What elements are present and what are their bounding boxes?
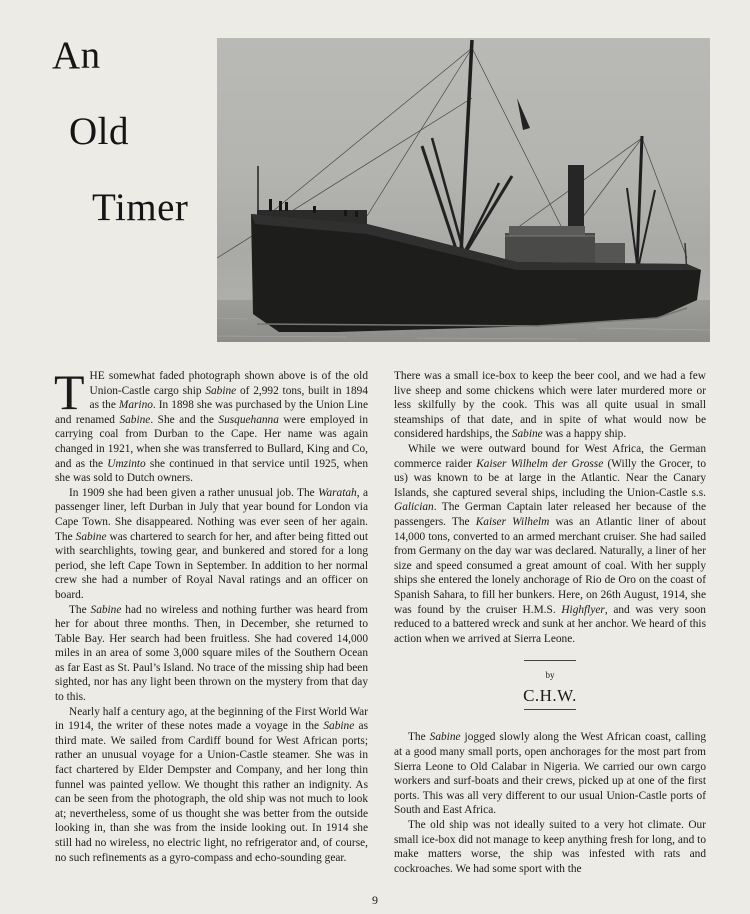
divider: [524, 709, 576, 710]
divider: [524, 660, 576, 661]
title-line-old: Old: [69, 110, 129, 153]
byline: [394, 660, 706, 710]
drop-cap: T: [54, 364, 85, 420]
paragraph: In 1909 she had been given a rather unusual job. The Waratah, a passenger liner, left Durban in July that year bound for London via Cape Town. She disappeared. Nothing was ever seen of her again. The Sabine was chartered to search for her, and after being fitted out with searchlights, towing gear, and bunkered and stored for a long period, she left Cape Town in September. In addition to her normal crew she had a number of Royal Naval ratings and an officer on board.: [55, 486, 368, 601]
page-number: 9: [372, 893, 378, 907]
paragraph: The Sabine jogged slowly along the West African coast, calling at a good many small ports, open anchorages for the most part from Sierra Leone to Old Calabar in Nigeria. We carried our own cargo workers and surf-boats and their crews, picked up at one of the first ports. This was all very different to our usual Union-Castle ports of South and East Africa.: [394, 731, 706, 817]
paragraph: Nearly half a century ago, at the beginning of the First World War in 1914, the writer of these notes made a voyage in the Sabine as third mate. We sailed from Cardiff bound for West African ports; rather an unusual voyage for a Union-Castle steamer. She was in fact chartered by Elder Dempster and Company, and her long thin funnel was painted yellow. We thought this rather an indignity. As can be seen from the photograph, the old ship was not much to look at; nevertheless, some of us thought she was better from the outside looking in, than she was from the inside looking out. In 1914 she still had no wireless, no electric light, no refrigerator and, of course, no such refinements as a gyro-compass and echo-sounding gear.: [55, 705, 368, 864]
ship-photo-icon: [217, 38, 710, 342]
paragraph: The old ship was not ideally suited to a very hot climate. Our small ice-box did not manage to keep anything fresh for long, and to make matters worse, the ship was infested with rats and cockroaches. We had some sport with the: [394, 819, 706, 875]
ship-photograph: [217, 38, 710, 342]
title-line-timer: Timer: [92, 186, 189, 229]
paragraph: There was a small ice-box to keep the beer cool, and we had a few live sheep and some chickens which were later murdered more or less skilfully by the cook. This was all quite usual in small steamships of that date, and in spite of what would now be considered hardships, the Sabine was a happy ship.: [394, 370, 706, 441]
right-column: [394, 369, 706, 876]
paragraph: THE somewhat faded photograph shown above is of the old Union-Castle cargo ship Sabine of 2,992 tons, built in 1894 as the Marino. In 1898 she was purchased by the Union Line and renamed Sabine. She and the Susquehanna were employed in carrying coal from Durban to the Cape. Her name was again changed in 1921, when she was transferred to Bullard, King and Co, and as the Umzinto she continued in that service until 1925, when she was sold to Dutch owners.: [54, 364, 369, 485]
paragraph: While we were outward bound for West Africa, the German commerce raider Kaiser Wilhelm der Grosse (Willy the Grocer, to us) was known to be at large in the Atlantic. Near the Canary Islands, she captured several ships, including the Union-Castle s.s. Galician. The German Captain later released her because of the passengers. The Kaiser Wilhelm was an Atlantic liner of about 14,000 tons, converted to an armed merchant cruiser. She had sailed from Germany on the day war was declared. Naturally, a liner of her size and speed consumed a great amount of coal. With her supply ships she entered the lonely anchorage of Rio de Oro on the coast of Spanish Sahara, to fill her bunkers. Here, on 26th August, 1914, she was found by the cruiser H.M.S. Highflyer, and was very soon reduced to a battered wreck and sunk at her anchor. We heard of this action when we arrived at Sierra Leone.: [394, 442, 706, 645]
title-line-an: An: [52, 34, 101, 77]
paragraph: The Sabine had no wireless and nothing further was heard from her for about three months. Then, in December, she returned to Table Bay. Her search had been fruitless. She had covered 14,000 miles in an area of some 3,000 square miles of the Southern Ocean as far East as St. Paul’s Island. No trace of the missing ship had been sighted, nor has any light been thrown on the mystery from that day to this.: [55, 603, 368, 704]
left-column: [54, 364, 369, 865]
byline-by: by: [545, 670, 555, 681]
author-name: C.H.W.: [523, 685, 577, 705]
